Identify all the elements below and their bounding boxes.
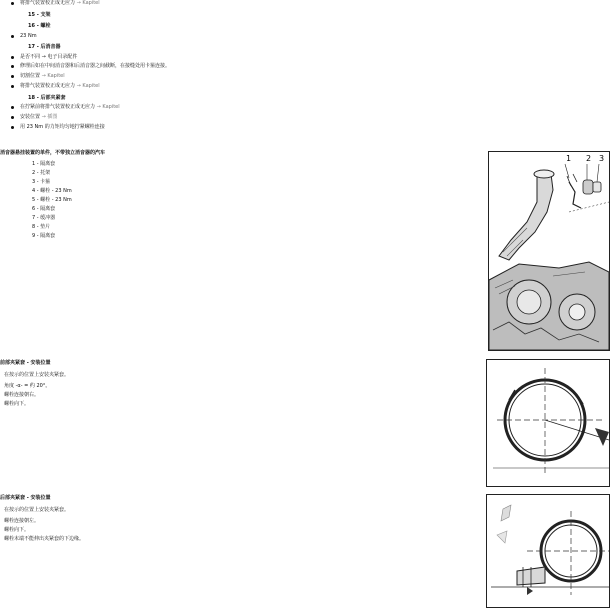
part-item: 2 - 托架 (32, 170, 51, 176)
front-clamp-heading: 前部夹紧套 - 安装位置 (0, 360, 51, 366)
rear-clamp-line: 螺栓连接朝左。 (4, 518, 40, 524)
rear-clamp-heading: 后部夹紧套 - 安装位置 (0, 495, 51, 501)
part-item: 1 - 隔离套 (32, 161, 56, 167)
front-clamp-line: 在按示的位置上安装夹紧套。 (4, 372, 70, 378)
front-clamp-line: 螺栓向下。 (4, 401, 30, 407)
kapitel-link[interactable]: → Kapitel (96, 104, 120, 110)
part-item: 8 - 垫片 (32, 224, 51, 230)
line-8: 切割位置 → Kapitel (20, 73, 65, 79)
bullet (11, 56, 14, 59)
kapitel-link[interactable]: → Kapitel (41, 73, 65, 79)
line-9: 将排气装置校正成无应力 → Kapitel (20, 83, 100, 89)
bullet (11, 116, 14, 119)
part-item: 4 - 螺栓 - 23 Nm (32, 188, 72, 194)
callout-2: 2 (586, 154, 592, 163)
front-clamp-line: 角度 -α- = 约 20°。 (4, 383, 51, 389)
callout-3: 3 (599, 154, 605, 163)
line-12: 安装位置 → 插图 (20, 114, 58, 120)
rear-clamp-drawing (487, 495, 609, 607)
muffler-suspension-drawing (489, 152, 609, 350)
bullet (11, 75, 14, 78)
part-item: 9 - 隔离套 (32, 233, 56, 239)
kapitel-link[interactable]: → Kapitel (76, 83, 100, 89)
front-clamp-line: 螺栓连接朝右。 (4, 392, 40, 398)
item-15: 15 - 支架 (28, 12, 51, 18)
muffler-suspension-figure (488, 151, 610, 351)
bullet (11, 126, 14, 129)
line-1: 将排气装置校正成无应力 → Kapitel (20, 0, 100, 6)
part-item: 5 - 螺栓 - 23 Nm (32, 197, 72, 203)
rear-clamp-line: 螺栓末端不能伸出夹紧套的下边缘。 (4, 536, 85, 542)
rear-clamp-line: 在按示的位置上安装夹紧套。 (4, 507, 70, 513)
line-11: 在拧紧前将排气装置校正成无应力 → Kapitel (20, 104, 120, 110)
line-6: 是否不同 → 电子目录配件 (20, 54, 78, 60)
torque-23nm: 23 Nm (20, 33, 37, 39)
item-18: 18 - 后部夹紧套 (28, 95, 66, 101)
rear-clamp-line: 螺栓向下。 (4, 527, 30, 533)
part-item: 6 - 隔离套 (32, 206, 56, 212)
callout-1: 1 (566, 154, 572, 163)
bullet (11, 85, 14, 88)
front-clamp-figure (486, 359, 610, 487)
rear-clamp-figure (486, 494, 610, 608)
bullet (11, 35, 14, 38)
part-item: 3 - 卡箍 (32, 179, 51, 185)
illustration-link[interactable]: → 插图 (41, 114, 58, 120)
part-item: 7 - 缓冲器 (32, 215, 56, 221)
parts-heading: 消音器悬挂装置的单件，不带独立消音器的汽车 (0, 150, 106, 156)
bullet (11, 106, 14, 109)
item-17: 17 - 后消音器 (28, 44, 61, 50)
kapitel-link[interactable]: → Kapitel (76, 0, 100, 6)
front-clamp-drawing (487, 360, 609, 486)
line-7: 修理后如在中间消音器和后消音器之间截断，在接缝处用卡箍连接。 (20, 63, 171, 69)
bullet (11, 65, 14, 68)
item-16: 16 - 螺栓 (28, 23, 51, 29)
line-13: 用 23 Nm 的力矩均匀地拧紧螺栓连接 (20, 124, 105, 130)
bullet (11, 2, 14, 5)
